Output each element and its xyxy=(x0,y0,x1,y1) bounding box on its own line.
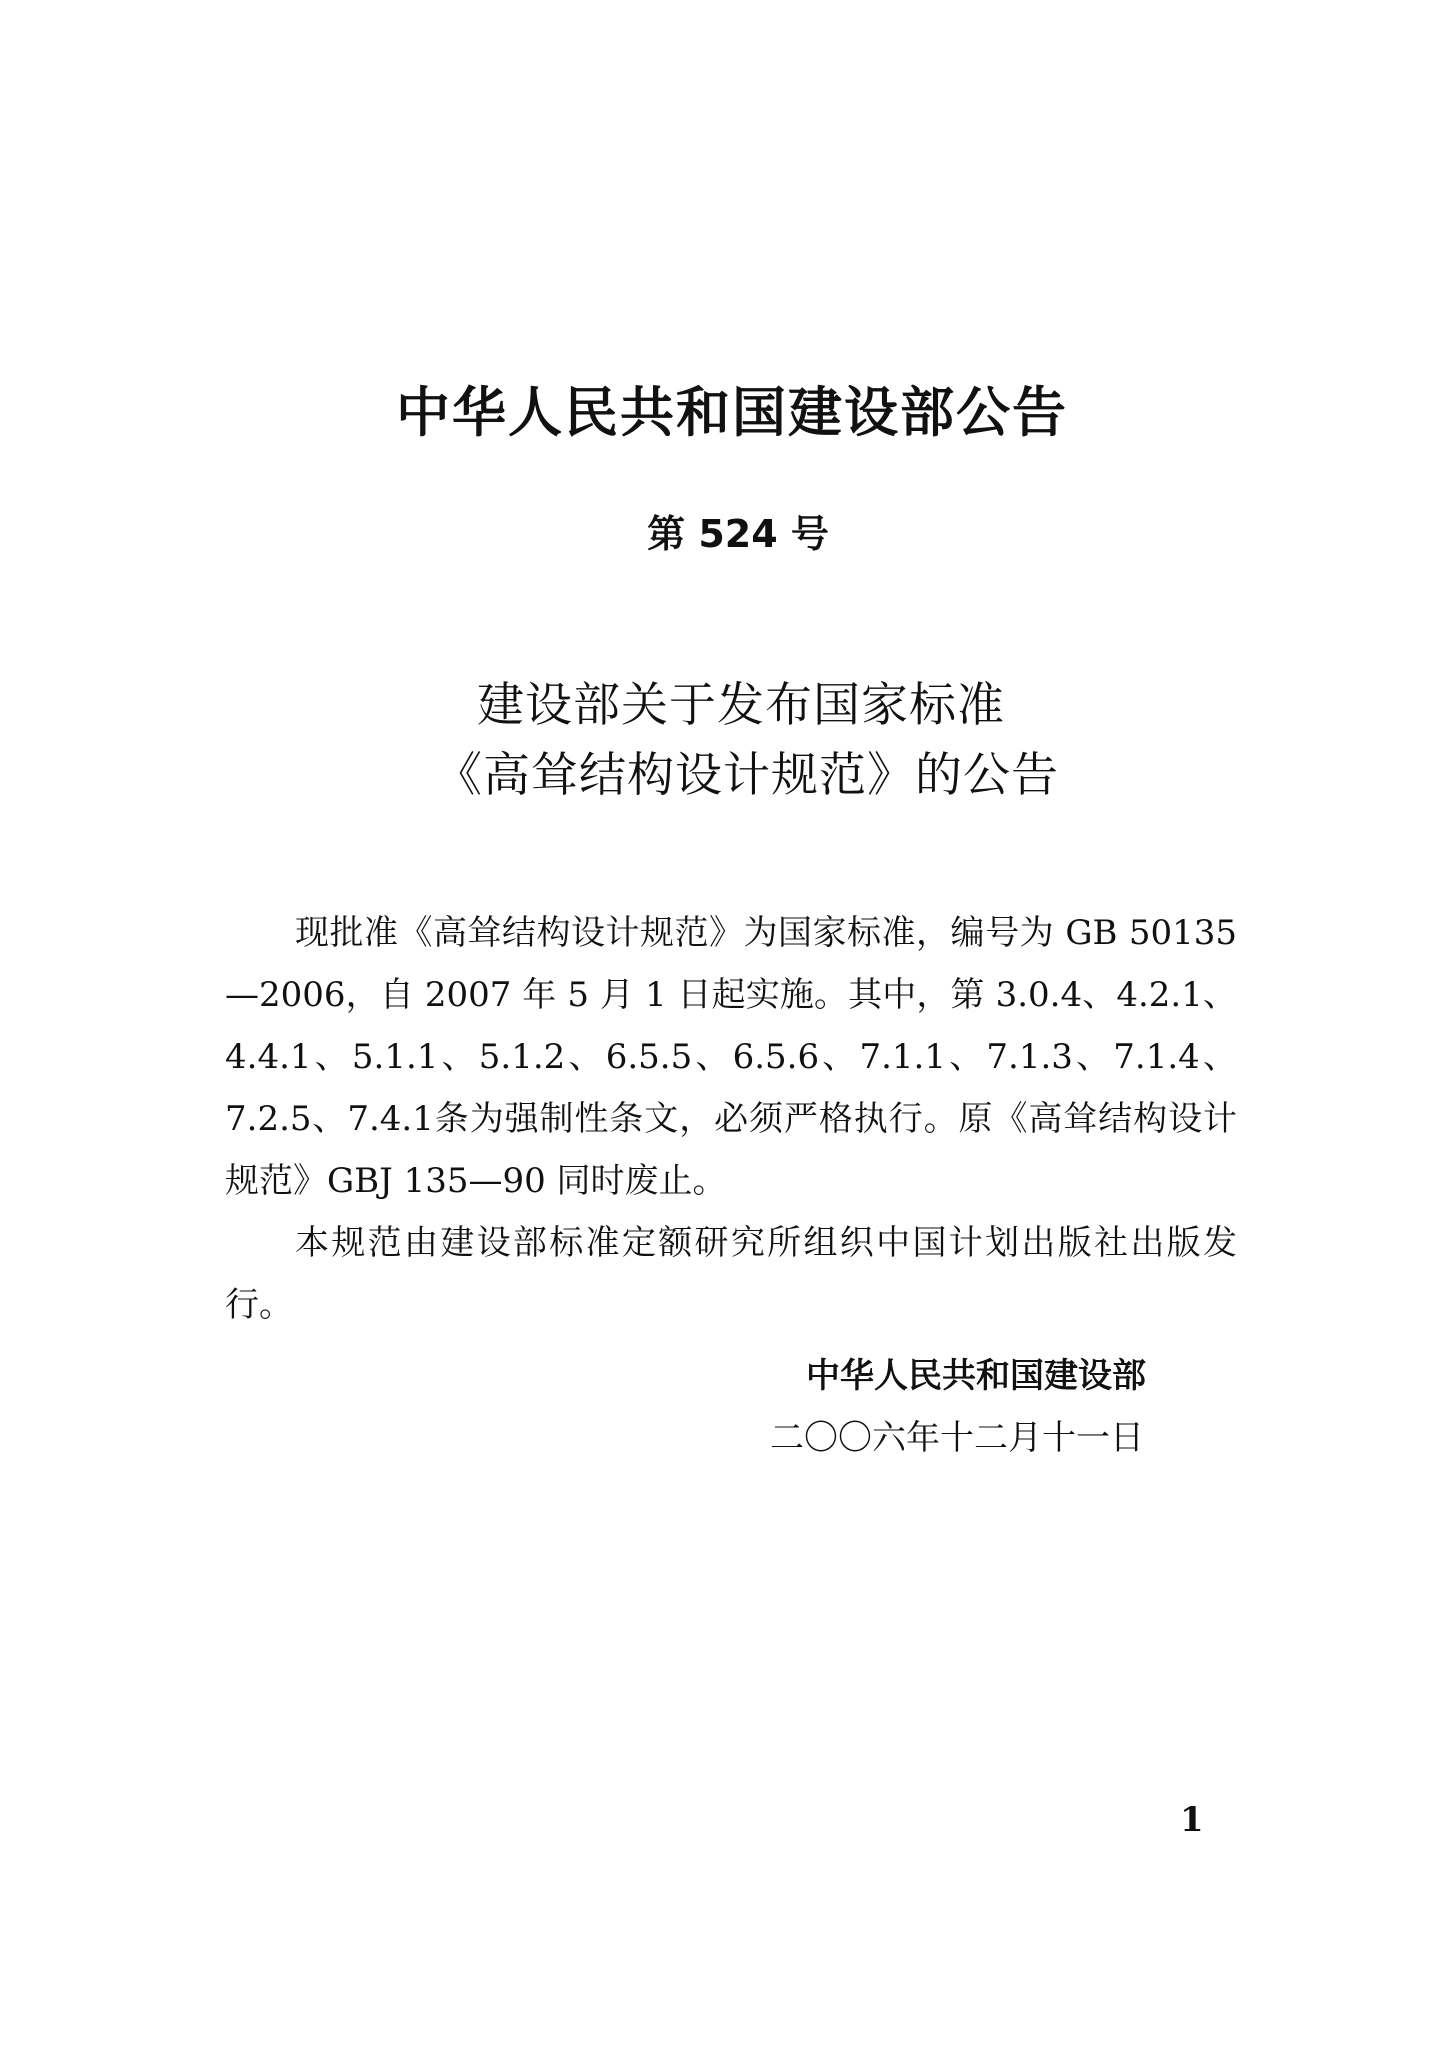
announcement-number: 第 524 号 xyxy=(647,512,829,556)
page-number: 1 xyxy=(1180,1800,1204,1840)
signature-organization: 中华人民共和国建设部 xyxy=(806,1356,1146,1396)
signature-date: 二〇〇六年十二月十一日 xyxy=(770,1418,1144,1458)
announcement-title: 中华人民共和国建设部公告 xyxy=(396,381,1068,444)
subtitle-line-1: 建设部关于发布国家标准 xyxy=(477,678,1005,733)
subtitle-line-2: 《高耸结构设计规范》的公告 xyxy=(435,748,1059,803)
body-paragraph-2: 本规范由建设部标准定额研究所组织中国计划出版社出版发行。 xyxy=(225,1223,1237,1325)
announcement-body xyxy=(225,902,1237,1336)
body-paragraph-1: 现批准《高耸结构设计规范》为国家标准，编号为 GB 50135—2006，自 2007 年 5 月 1 日起实施。其中，第 3.0.4、4.2.1、4.4.1、5.1.1、5.1.2、6.5.5、6.5.6、7.1.1、7.1.3、7.1.4、7.2.5、7.4.1条为强制性条文，必须严格执行。原《高耸结构设计规范》GBJ 135—90 同时废止。 xyxy=(225,913,1237,1201)
